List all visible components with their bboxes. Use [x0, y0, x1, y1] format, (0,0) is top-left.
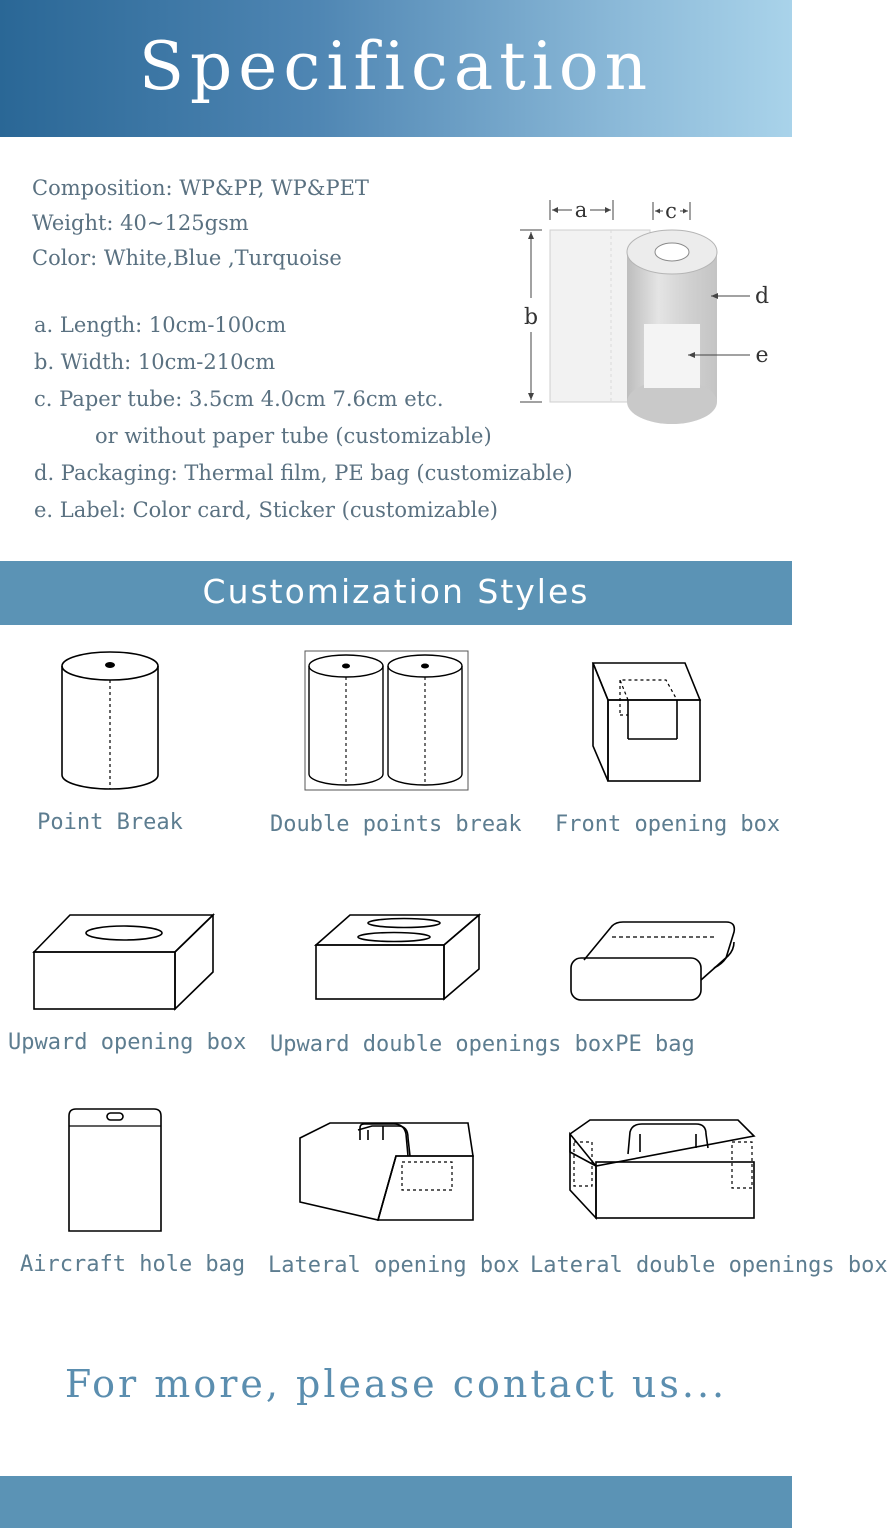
dim-label-c: c — [665, 199, 677, 223]
style-label-upward-opening-box: Upward opening box — [8, 1030, 247, 1055]
style-label-pe-bag: PE bag — [615, 1032, 695, 1057]
dim-label-d: d — [754, 284, 770, 309]
lateral-opening-box-icon — [298, 1120, 478, 1224]
upward-opening-box-icon — [32, 912, 216, 1012]
section-title: Customization Styles — [202, 572, 590, 611]
front-opening-box-icon — [590, 660, 704, 784]
section-banner — [0, 561, 792, 625]
spec-composition: Composition: WP&PP, WP&PET — [32, 176, 369, 200]
dim-label-b: b — [523, 305, 539, 330]
style-label-lateral-double-openings-box: Lateral double openings box — [530, 1253, 888, 1278]
upward-double-openings-box-icon — [314, 912, 482, 1002]
spec-item-label: e. Label: Color card, Sticker (customizable) — [34, 498, 498, 522]
contact-text: For more, please contact us... — [64, 1362, 728, 1406]
double-roll-icon — [304, 650, 470, 792]
style-label-aircraft-hole-bag: Aircraft hole bag — [20, 1252, 246, 1277]
roll-diagram — [510, 190, 780, 440]
spec-color: Color: White,Blue ,Turquoise — [32, 246, 342, 270]
pe-bag-icon — [568, 918, 740, 1004]
page-title: Specification — [138, 28, 654, 105]
spec-item-length: a. Length: 10cm-100cm — [34, 313, 287, 337]
spec-item-packaging: d. Packaging: Thermal film, PE bag (customizable) — [34, 461, 573, 485]
spec-item-paper-tube-note: or without paper tube (customizable) — [95, 424, 492, 448]
spec-item-width: b. Width: 10cm-210cm — [34, 350, 276, 374]
spec-item-paper-tube: c. Paper tube: 3.5cm 4.0cm 7.6cm etc. — [34, 387, 444, 411]
spec-weight: Weight: 40~125gsm — [32, 211, 249, 235]
lateral-double-openings-box-icon — [568, 1118, 760, 1222]
style-label-upward-double-openings-box: Upward double openings box — [270, 1032, 615, 1057]
style-label-point-break: Point Break — [37, 810, 183, 835]
header-banner — [0, 0, 792, 137]
dim-label-e: e — [755, 343, 769, 368]
style-label-front-opening-box: Front opening box — [555, 812, 781, 837]
aircraft-hole-bag-icon — [66, 1106, 164, 1234]
style-label-lateral-opening-box: Lateral opening box — [268, 1253, 520, 1278]
footer-bar — [0, 1476, 792, 1528]
style-label-double-points-break: Double points break — [270, 812, 522, 837]
dim-label-a: a — [574, 198, 588, 222]
single-roll-icon — [58, 648, 162, 793]
